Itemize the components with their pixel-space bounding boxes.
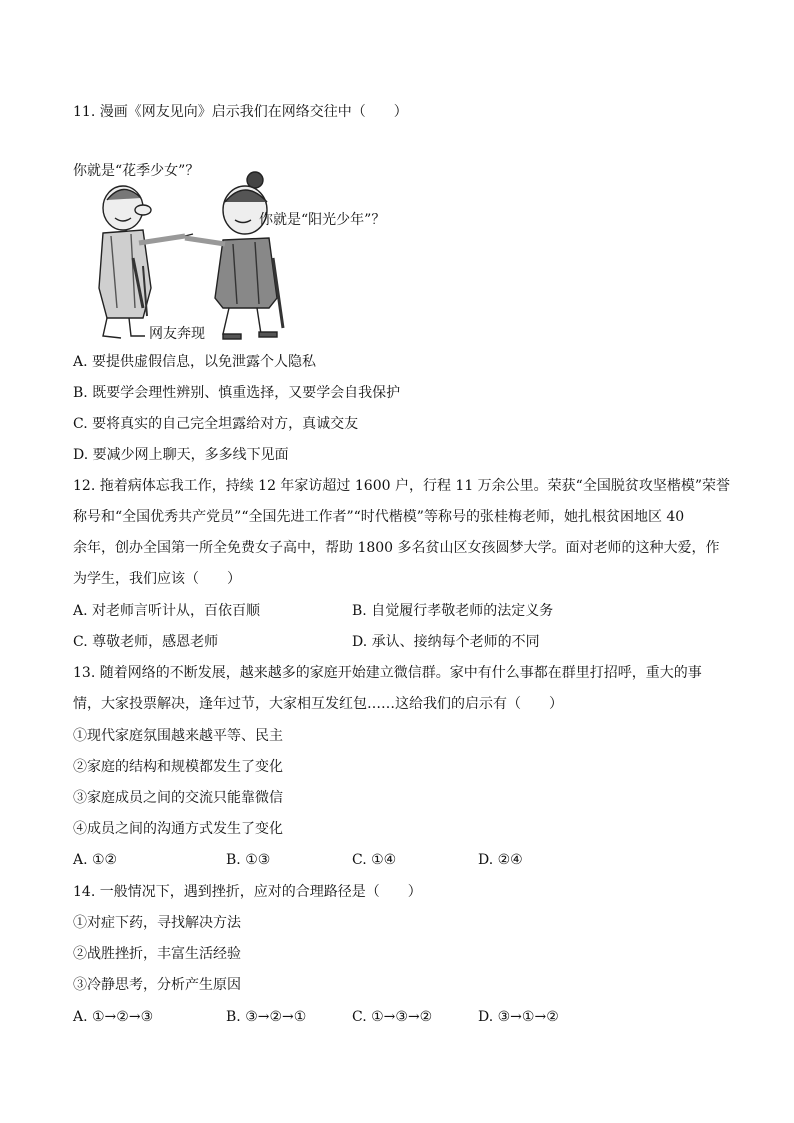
- q14-option-d: D. ③→①→②: [478, 1009, 559, 1025]
- q13-statement-4: ④成员之间的沟通方式发生了变化: [73, 821, 283, 837]
- q12-stem-line-4: 为学生，我们应该（ ）: [73, 571, 241, 587]
- q11-option-d: D. 要减少网上聊天，多多线下见面: [73, 447, 289, 463]
- q12-stem-line-1: 12. 拖着病体忘我工作，持续 12 年家访超过 1600 户，行程 11 万余公里。荣获“全国脱贫攻坚楷模”荣誉: [73, 478, 730, 494]
- q14-option-c: C. ①→③→②: [352, 1009, 433, 1025]
- q14-option-a: A. ①→②→③: [73, 1009, 154, 1025]
- q14-statement-3: ③冷静思考，分析产生原因: [73, 977, 241, 993]
- q12-stem-line-3: 余年，创办全国第一所全免费女子高中，帮助 1800 多名贫山区女孩圆梦大学。面对老师的这种大爱，作: [73, 540, 720, 556]
- q12-option-d: D. 承认、接纳每个老师的不同: [352, 634, 540, 650]
- q14-option-b: B. ③→②→①: [226, 1009, 307, 1025]
- q13-stem-line-2: 情，大家投票解决，逢年过节，大家相互发红包……这给我们的启示有（ ）: [73, 696, 563, 712]
- q13-statement-1: ①现代家庭氛围越来越平等、民主: [73, 728, 283, 744]
- q11-option-a: A. 要提供虚假信息，以免泄露个人隐私: [73, 354, 317, 370]
- q11-option-b: B. 既要学会理性辨别、慎重选择，又要学会自我保护: [73, 385, 401, 401]
- q11-option-c: C. 要将真实的自己完全坦露给对方，真诚交友: [73, 416, 359, 432]
- q14-statement-2: ②战胜挫折，丰富生活经验: [73, 946, 241, 962]
- q13-statement-3: ③家庭成员之间的交流只能靠微信: [73, 790, 283, 806]
- q13-stem-line-1: 13. 随着网络的不断发展，越来越多的家庭开始建立微信群。家中有什么事都在群里打招呼，重大的事: [73, 665, 702, 681]
- old-man-figure: [99, 186, 193, 338]
- cartoon-speech-left: 你就是“花季少女”？: [73, 163, 200, 179]
- q13-statement-2: ②家庭的结构和规模都发生了变化: [73, 759, 283, 775]
- cartoon-caption: 网友奔现: [149, 326, 205, 342]
- q12-option-a: A. 对老师言听计从，百依百顺: [73, 603, 261, 619]
- q13-option-a: A. ①②: [73, 852, 118, 868]
- q12-option-b: B. 自觉履行孝敬老师的法定义务: [352, 603, 554, 619]
- q12-stem-line-2: 称号和“全国优秀共产党员”“全国先进工作者”“时代楷模”等称号的张桂梅老师，她扎根贫困地区 40: [73, 509, 685, 525]
- q12-option-c: C. 尊敬老师，感恩老师: [73, 634, 219, 650]
- q11-stem: 11. 漫画《网友见向》启示我们在网络交往中（ ）: [73, 104, 408, 120]
- q13-option-b: B. ①③: [226, 852, 271, 868]
- cartoon-speech-right: 你就是“阳光少年”？: [259, 212, 386, 228]
- q13-option-d: D. ②④: [478, 852, 523, 868]
- q13-option-c: C. ①④: [352, 852, 397, 868]
- old-woman-figure: [185, 172, 283, 339]
- cartoon-illustration: [73, 158, 413, 348]
- q14-statement-1: ①对症下药，寻找解决方法: [73, 915, 241, 931]
- q14-stem: 14. 一般情况下，遇到挫折，应对的合理路径是（ ）: [73, 884, 422, 900]
